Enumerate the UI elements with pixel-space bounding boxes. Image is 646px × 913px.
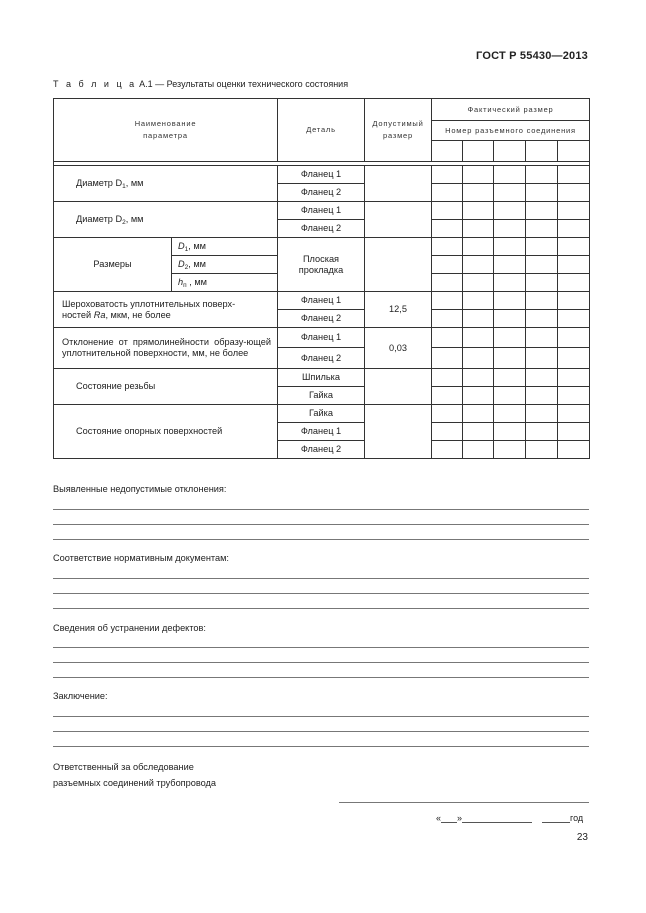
detail-flange-1: Фланец 1 (278, 202, 365, 220)
date-year-label: год (570, 813, 584, 823)
row-label-diameter-d1: Диаметр $D_1$, мм (54, 166, 278, 202)
table-caption-text: А.1 — Результаты оценки технического состояния (139, 79, 349, 89)
deviations-line-1 (53, 509, 589, 510)
compliance-label: Соответствие нормативным документам: (53, 553, 229, 563)
allowed-cell (365, 202, 432, 238)
assessment-table (53, 98, 590, 459)
header-allowed-size: Допустимый размер (365, 99, 432, 162)
responsible-line-2: разъемных соединений трубопровода (53, 778, 217, 788)
page-number: 23 (576, 832, 588, 843)
allowed-straightness-value: 0,03 (365, 328, 432, 369)
conn-col-2 (463, 141, 494, 162)
row-label-straightness: Отклонение от прямолинейности образу-ющей уплотнительной поверхности, мм, не более (54, 328, 278, 369)
header-connection-number: Номер разъемного соединения (432, 121, 590, 141)
row-label-diameter-d2: Диаметр $D_2$, мм (54, 202, 278, 238)
signature-line (339, 802, 589, 803)
table-caption-label: Т а б л и ц а (53, 79, 137, 89)
allowed-cell (365, 369, 432, 405)
defects-label: Сведения об устранении дефектов: (53, 623, 206, 633)
detail-nut: Гайка (278, 405, 365, 423)
compliance-line-1 (53, 578, 589, 579)
size-d1: $D_1$, мм (172, 238, 278, 256)
allowed-roughness-value: 12,5 (365, 292, 432, 328)
row-label-support-surfaces: Состояние опорных поверхностей (54, 405, 278, 459)
detail-nut: Гайка (278, 387, 365, 405)
row-label-sizes: Размеры (54, 238, 172, 292)
detail-flange-2: Фланец 2 (278, 310, 365, 328)
header-actual-size: Фактический размер (432, 99, 590, 121)
detail-flange-1: Фланец 1 (278, 328, 365, 348)
date-day-blank (441, 814, 457, 823)
compliance-line-3 (53, 608, 589, 609)
table-caption (53, 79, 348, 89)
deviations-line-2 (53, 524, 589, 525)
conclusion-label: Заключение: (53, 691, 108, 701)
defects-line-2 (53, 662, 589, 663)
detail-stud: Шпилька (278, 369, 365, 387)
allowed-cell (365, 166, 432, 202)
size-h: $h_п$ , мм (172, 274, 278, 292)
deviations-label: Выявленные недопустимые отклонения: (53, 484, 227, 494)
date-year-blank (542, 814, 570, 823)
header-parameter-name: Наименование параметра (54, 99, 278, 162)
detail-flange-1: Фланец 1 (278, 166, 365, 184)
detail-flat-gasket: Плоская прокладка (278, 238, 365, 292)
conn-col-4 (526, 141, 558, 162)
detail-flange-2: Фланец 2 (278, 184, 365, 202)
detail-flange-1: Фланец 1 (278, 292, 365, 310)
document-code: ГОСТ Р 55430—2013 (476, 50, 588, 62)
row-label-roughness: Шероховатость уплотнительных поверх- ностей Ra, мкм, не более (54, 292, 278, 328)
defects-line-3 (53, 677, 589, 678)
detail-flange-2: Фланец 2 (278, 441, 365, 459)
responsible-line-1: Ответственный за обследование (53, 762, 194, 772)
date-field: « » год (436, 813, 584, 823)
size-d2: $D_2$, мм (172, 256, 278, 274)
detail-flange-2: Фланец 2 (278, 348, 365, 369)
conn-col-1 (432, 141, 463, 162)
defects-line-1 (53, 647, 589, 648)
conclusion-line-3 (53, 746, 589, 747)
conn-col-5 (558, 141, 590, 162)
compliance-line-2 (53, 593, 589, 594)
detail-flange-2: Фланец 2 (278, 220, 365, 238)
conn-col-3 (494, 141, 526, 162)
header-detail: Деталь (278, 99, 365, 162)
allowed-cell (365, 405, 432, 459)
allowed-cell (365, 238, 432, 292)
conclusion-line-2 (53, 731, 589, 732)
conclusion-line-1 (53, 716, 589, 717)
row-label-thread-state: Состояние резьбы (54, 369, 278, 405)
detail-flange-1: Фланец 1 (278, 423, 365, 441)
date-month-blank (462, 814, 532, 823)
deviations-line-3 (53, 539, 589, 540)
